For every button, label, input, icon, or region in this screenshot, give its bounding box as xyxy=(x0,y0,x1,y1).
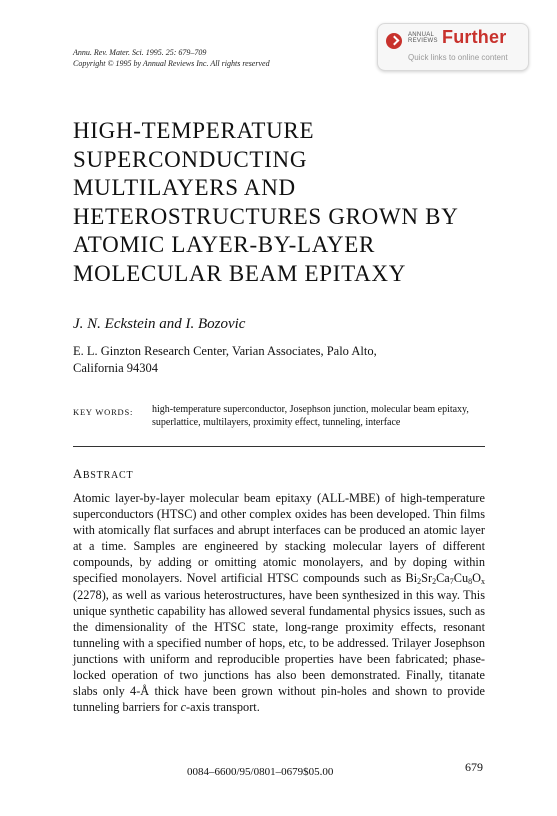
title-line: HIGH-TEMPERATURE xyxy=(73,118,315,143)
quick-links-tagline: Quick links to online content xyxy=(408,53,508,62)
affiliation-line: E. L. Ginzton Research Center, Varian Associates, Palo Alto, xyxy=(73,344,377,358)
section-divider xyxy=(73,446,485,447)
formula-element: Ca xyxy=(436,571,450,586)
title-line: ATOMIC LAYER-BY-LAYER xyxy=(73,232,376,258)
footer-code: 0084–6600/95/0801–0679$05.00 xyxy=(187,766,334,778)
abstract-part: Atomic layer-by-layer molecular beam epitaxy (ALL-MBE) of high-temperature superconductors (HTSC) and other complex oxides has been developed. Thin films with atomically flat surfaces and abrupt interfaces can be produced an atomic layer at a time. Samples are engineered by stacking molecular layers of different compounds, by adding or omitting atomic monolayers, and by doping within specified monolayers. Novel artificial HTSC compounds such as Bi xyxy=(73,491,485,586)
formula-subscript: 8 xyxy=(468,577,473,587)
formula-subscript: 7 xyxy=(449,577,454,587)
annual-reviews-wordmark: ANNUAL REVIEWS xyxy=(408,32,438,44)
formula-element: Sr xyxy=(421,571,433,586)
article-title xyxy=(73,117,543,289)
abstract-text xyxy=(73,490,485,715)
formula-subscript: x xyxy=(481,577,485,587)
title-line: MULTILAYERS AND xyxy=(73,175,296,201)
formula-element: O xyxy=(472,571,481,586)
further-label: Further xyxy=(442,27,507,47)
title-line: HETEROSTRUCTURES GROWN BY xyxy=(73,203,459,229)
keywords-label: KEY WORDS: xyxy=(73,407,134,417)
abstract-part: (2278), as well as various heterostructures, have been synthesized in this way. This unique synthetic capability has allowed several fundamental physics issues, such as the dimensionality of the HTSC state, long-range proximity effects, resonant tunneling with a specified number of hops, etc, to be addressed. Trilayer Josephson junctions with uniform and reproducible properties have been fabricated; phase-locked operation of two junctions has also been demonstrated. Finally, titanate slabs only 4-Å thick have been grown without pin-holes and shown to provide tunneling barriers for xyxy=(73,587,485,715)
authors: J. N. Eckstein and I. Bozovic xyxy=(73,316,246,332)
annual-reviews-logo-icon xyxy=(386,33,402,49)
formula-element: Cu xyxy=(453,571,469,586)
keywords-list: high-temperature superconductor, Josephson junction, molecular beam epitaxy, superlattice, multilayers, proximity effect, tunneling, interface xyxy=(152,404,469,428)
journal-reference xyxy=(73,47,270,69)
formula-subscript: 2 xyxy=(432,577,437,587)
title-line: MOLECULAR BEAM EPITAXY xyxy=(73,260,406,286)
formula-subscript: 2 xyxy=(417,577,422,587)
journal-copyright: Copyright © 1995 by Annual Reviews Inc. All rights reserved xyxy=(73,59,270,68)
page-number: 679 xyxy=(465,760,483,774)
title-line: SUPERCONDUCTING xyxy=(73,146,308,172)
abstract-heading: ABSTRACT xyxy=(73,467,134,481)
journal-citation: Annu. Rev. Mater. Sci. 1995. 25: 679–709 xyxy=(73,48,207,57)
further-link-badge[interactable] xyxy=(377,23,529,71)
affiliation xyxy=(73,343,473,377)
abstract-part: -axis transport. xyxy=(186,700,260,715)
affiliation-line: California 94304 xyxy=(73,361,159,375)
axis-letter: c xyxy=(180,700,187,715)
